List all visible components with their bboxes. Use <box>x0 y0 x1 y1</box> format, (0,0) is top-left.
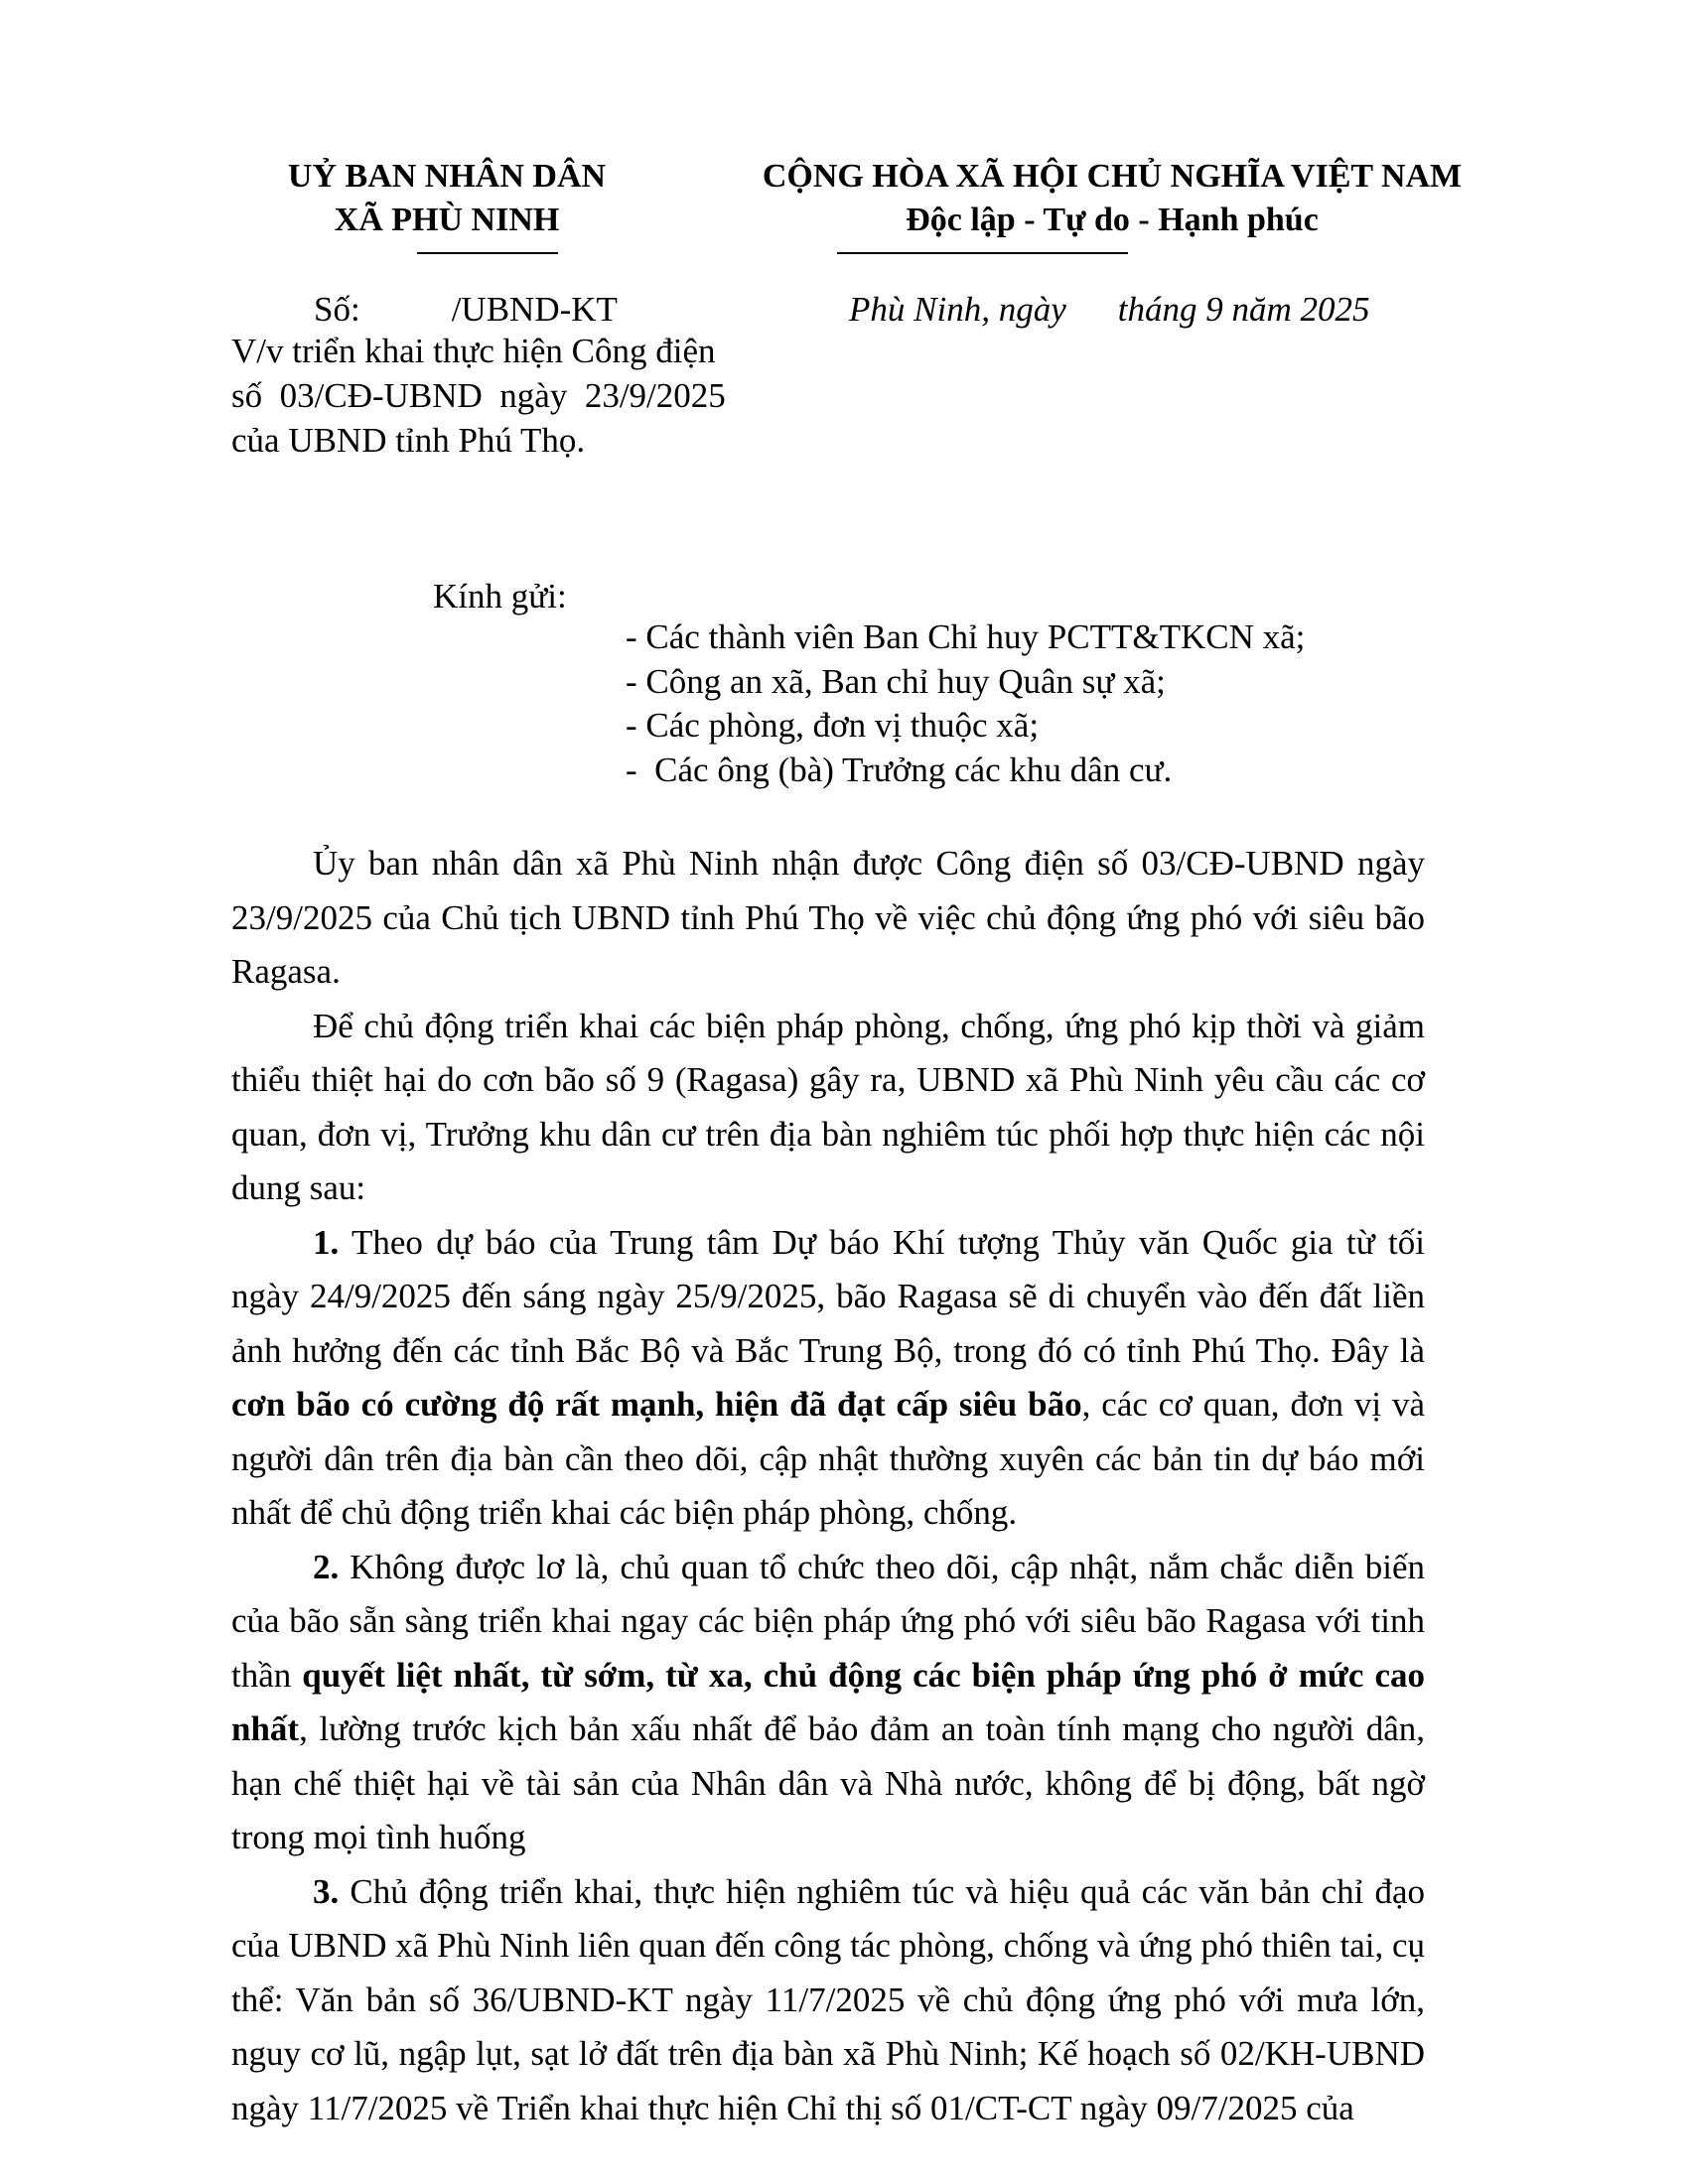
subject-line: V/v triển khai thực hiện Công điện <box>231 332 716 370</box>
motto-underline <box>837 252 1128 254</box>
org-underline <box>417 252 558 254</box>
national-title: CỘNG HÒA XÃ HỘI CHỦ NGHĨA VIỆT NAM <box>762 158 1463 195</box>
recipient-item: - Công an xã, Ban chỉ huy Quân sự xã; <box>626 661 1166 701</box>
document-number-code: /UBND-KT <box>451 290 618 329</box>
item-1-emphasis: cơn bão có cường độ rất mạnh, hiện đã đạt cấp siêu bão <box>231 1385 1082 1424</box>
item-3-paragraph <box>231 1865 1425 2136</box>
org-name-line1: UỶ BAN NHÂN DÂN <box>287 158 607 195</box>
recipient-item: - Các phòng, đơn vị thuộc xã; <box>626 706 1040 745</box>
item-1-number: 1. <box>313 1222 340 1262</box>
item-1-paragraph <box>231 1216 1425 1541</box>
item-3-number: 3. <box>313 1871 340 1911</box>
org-name-line2: XÃ PHÙ NINH <box>334 202 560 238</box>
recipients-label: Kính gửi: <box>433 577 567 615</box>
place-date-rest: tháng 9 năm 2025 <box>1117 290 1370 329</box>
subject-line: của UBND tỉnh Phú Thọ. <box>231 421 586 460</box>
place-date-place: Phù Ninh, ngày <box>849 290 1066 329</box>
intro-paragraph: Ủy ban nhân dân xã Phù Ninh nhận được Công điện số 03/CĐ-UBND ngày 23/9/2025 của Chủ tịch UBND tỉnh Phú Thọ về việc chủ động ứng phó với siêu bão Ragasa. <box>231 844 1425 991</box>
item-3-text: Chủ động triển khai, thực hiện nghiêm túc và hiệu quả các văn bản chỉ đạo của UBND xã Phù Ninh liên quan đến công tác phòng, chống và ứng phó thiên tai, cụ thể: Văn bản số 36/UBND-KT ngày 11/7/2025 về chủ động ứng phó với mưa lớn, nguy cơ lũ, ngập lụt, sạt lở đất trên địa bàn xã Phù Ninh; Kế hoạch số 02/KH-UBND ngày 11/7/2025 về Triển khai thực hiện Chỉ thị số 01/CT-CT ngày 09/7/2025 của <box>231 1871 1425 2127</box>
item-2-text: Không được lơ là, chủ quan tổ chức theo dõi, cập nhật, nắm chắc diễn biến của bão sẵn sàng triển khai ngay các biện pháp ứng phó với siêu bão Ragasa với tinh thần <box>231 1547 1425 1695</box>
item-1-text: Theo dự báo của Trung tâm Dự báo Khí tượng Thủy văn Quốc gia từ tối ngày 24/9/2025 đến sáng ngày 25/9/2025, bão Ragasa sẽ di chuyển vào đến đất liền ảnh hưởng đến các tỉnh Bắc Bộ và Bắc Trung Bộ, trong đó có tỉnh Phú Thọ. Đây là <box>231 1222 1425 1370</box>
document-body <box>231 837 1425 2135</box>
place-date <box>849 283 1369 337</box>
recipients-list <box>626 615 1305 792</box>
item-2-paragraph <box>231 1541 1425 1865</box>
purpose-paragraph: Để chủ động triển khai các biện pháp phòng, chống, ứng phó kịp thời và giảm thiểu thiệt hại do cơn bão số 9 (Ragasa) gây ra, UBND xã Phù Ninh yêu cầu các cơ quan, đơn vị, Trưởng khu dân cư trên địa bàn nghiêm túc phối hợp thực hiện các nội dung sau: <box>231 1006 1425 1207</box>
item-2-number: 2. <box>313 1547 340 1586</box>
item-2-emphasis: quyết liệt nhất, từ sớm, từ xa, chủ động các biện pháp ứng phó ở mức cao nhất <box>231 1655 1425 1748</box>
item-2-text-end: , lường trước kịch bản xấu nhất để bảo đảm an toàn tính mạng cho người dân, hạn chế thiệt hại về tài sản của Nhân dân và Nhà nước, không để bị động, bất ngờ trong mọi tình huống <box>231 1709 1425 1856</box>
subject-block <box>231 329 726 463</box>
recipient-item: - Các ông (bà) Trưởng các khu dân cư. <box>626 750 1173 789</box>
subject-line: số 03/CĐ-UBND ngày 23/9/2025 <box>231 376 726 415</box>
issuing-organization <box>238 155 655 242</box>
item-1-text-end: , các cơ quan, đơn vị và người dân trên địa bàn cần theo dõi, cập nhật thường xuyên các bản tin dự báo mới nhất để chủ động triển khai các biện pháp phòng, chống. <box>231 1385 1426 1532</box>
recipient-item: - Các thành viên Ban Chỉ huy PCTT&TKCN xã; <box>626 617 1306 656</box>
national-heading <box>725 155 1499 242</box>
document-number-label: Số: <box>314 290 360 329</box>
national-motto: Độc lập - Tự do - Hạnh phúc <box>906 202 1319 238</box>
